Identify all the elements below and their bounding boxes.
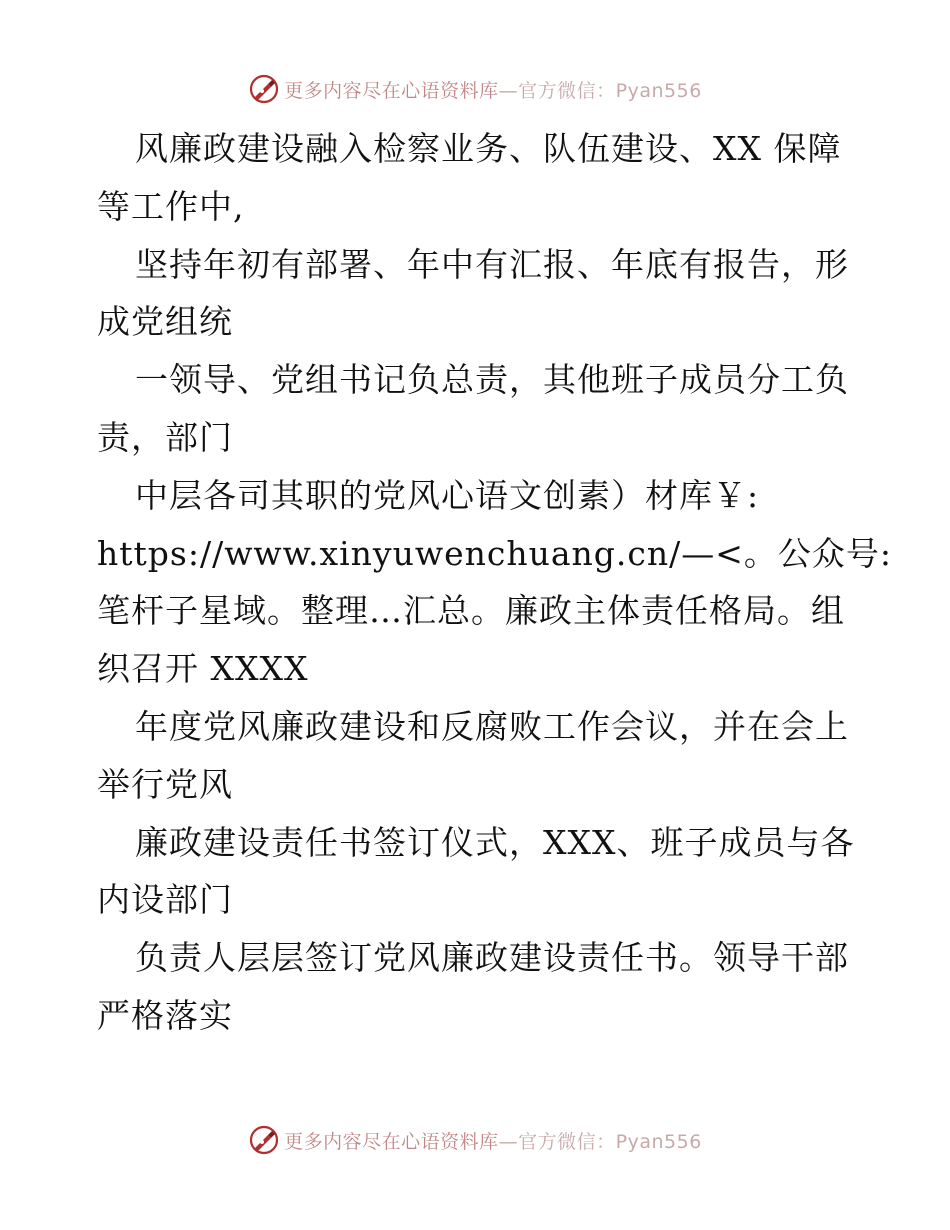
pen-logo-icon: [248, 1124, 280, 1156]
pen-logo-icon: [248, 73, 280, 105]
body-line: 内设部门: [97, 880, 233, 920]
footer-watermark: [0, 1123, 950, 1157]
body-line: 严格落实: [97, 995, 233, 1035]
header-title: 更多内容尽在心语资料库: [284, 79, 499, 102]
body-line: 廉政建设责任书签订仪式，XXX、班子成员与各: [135, 822, 855, 862]
footer-title: 更多内容尽在心语资料库: [284, 1130, 499, 1153]
document-body: [97, 120, 893, 1045]
body-line: 中层各司其职的党风心语文创素）材库￥:: [135, 475, 760, 515]
body-line: 责，部门: [97, 417, 233, 457]
body-line: 坚持年初有部署、年中有汇报、年底有报告，形: [135, 244, 849, 284]
body-line-url: https://www.xinyuwenchuang.cn/—<。公众号:: [97, 533, 893, 573]
header-watermark: [0, 72, 950, 106]
footer-contact: —官方微信：Pyan556: [498, 1130, 702, 1153]
body-line: 笔杆子星域。整理…汇总。廉政主体责任格局。组: [97, 591, 845, 631]
header-contact: —官方微信：Pyan556: [498, 79, 702, 102]
body-line: 风廉政建设融入检察业务、队伍建设、XX 保障: [135, 129, 842, 168]
body-line: 年度党风廉政建设和反腐败工作会议，并在会上: [135, 706, 849, 746]
body-line: 举行党风: [97, 764, 233, 804]
body-line: 一领导、党组书记负总责，其他班子成员分工负: [135, 360, 849, 400]
body-line: 负责人层层签订党风廉政建设责任书。领导干部: [135, 938, 849, 978]
body-line: 成党组统: [97, 302, 233, 342]
body-line: 织召开 XXXX: [97, 649, 309, 689]
body-line: 等工作中,: [97, 186, 245, 226]
